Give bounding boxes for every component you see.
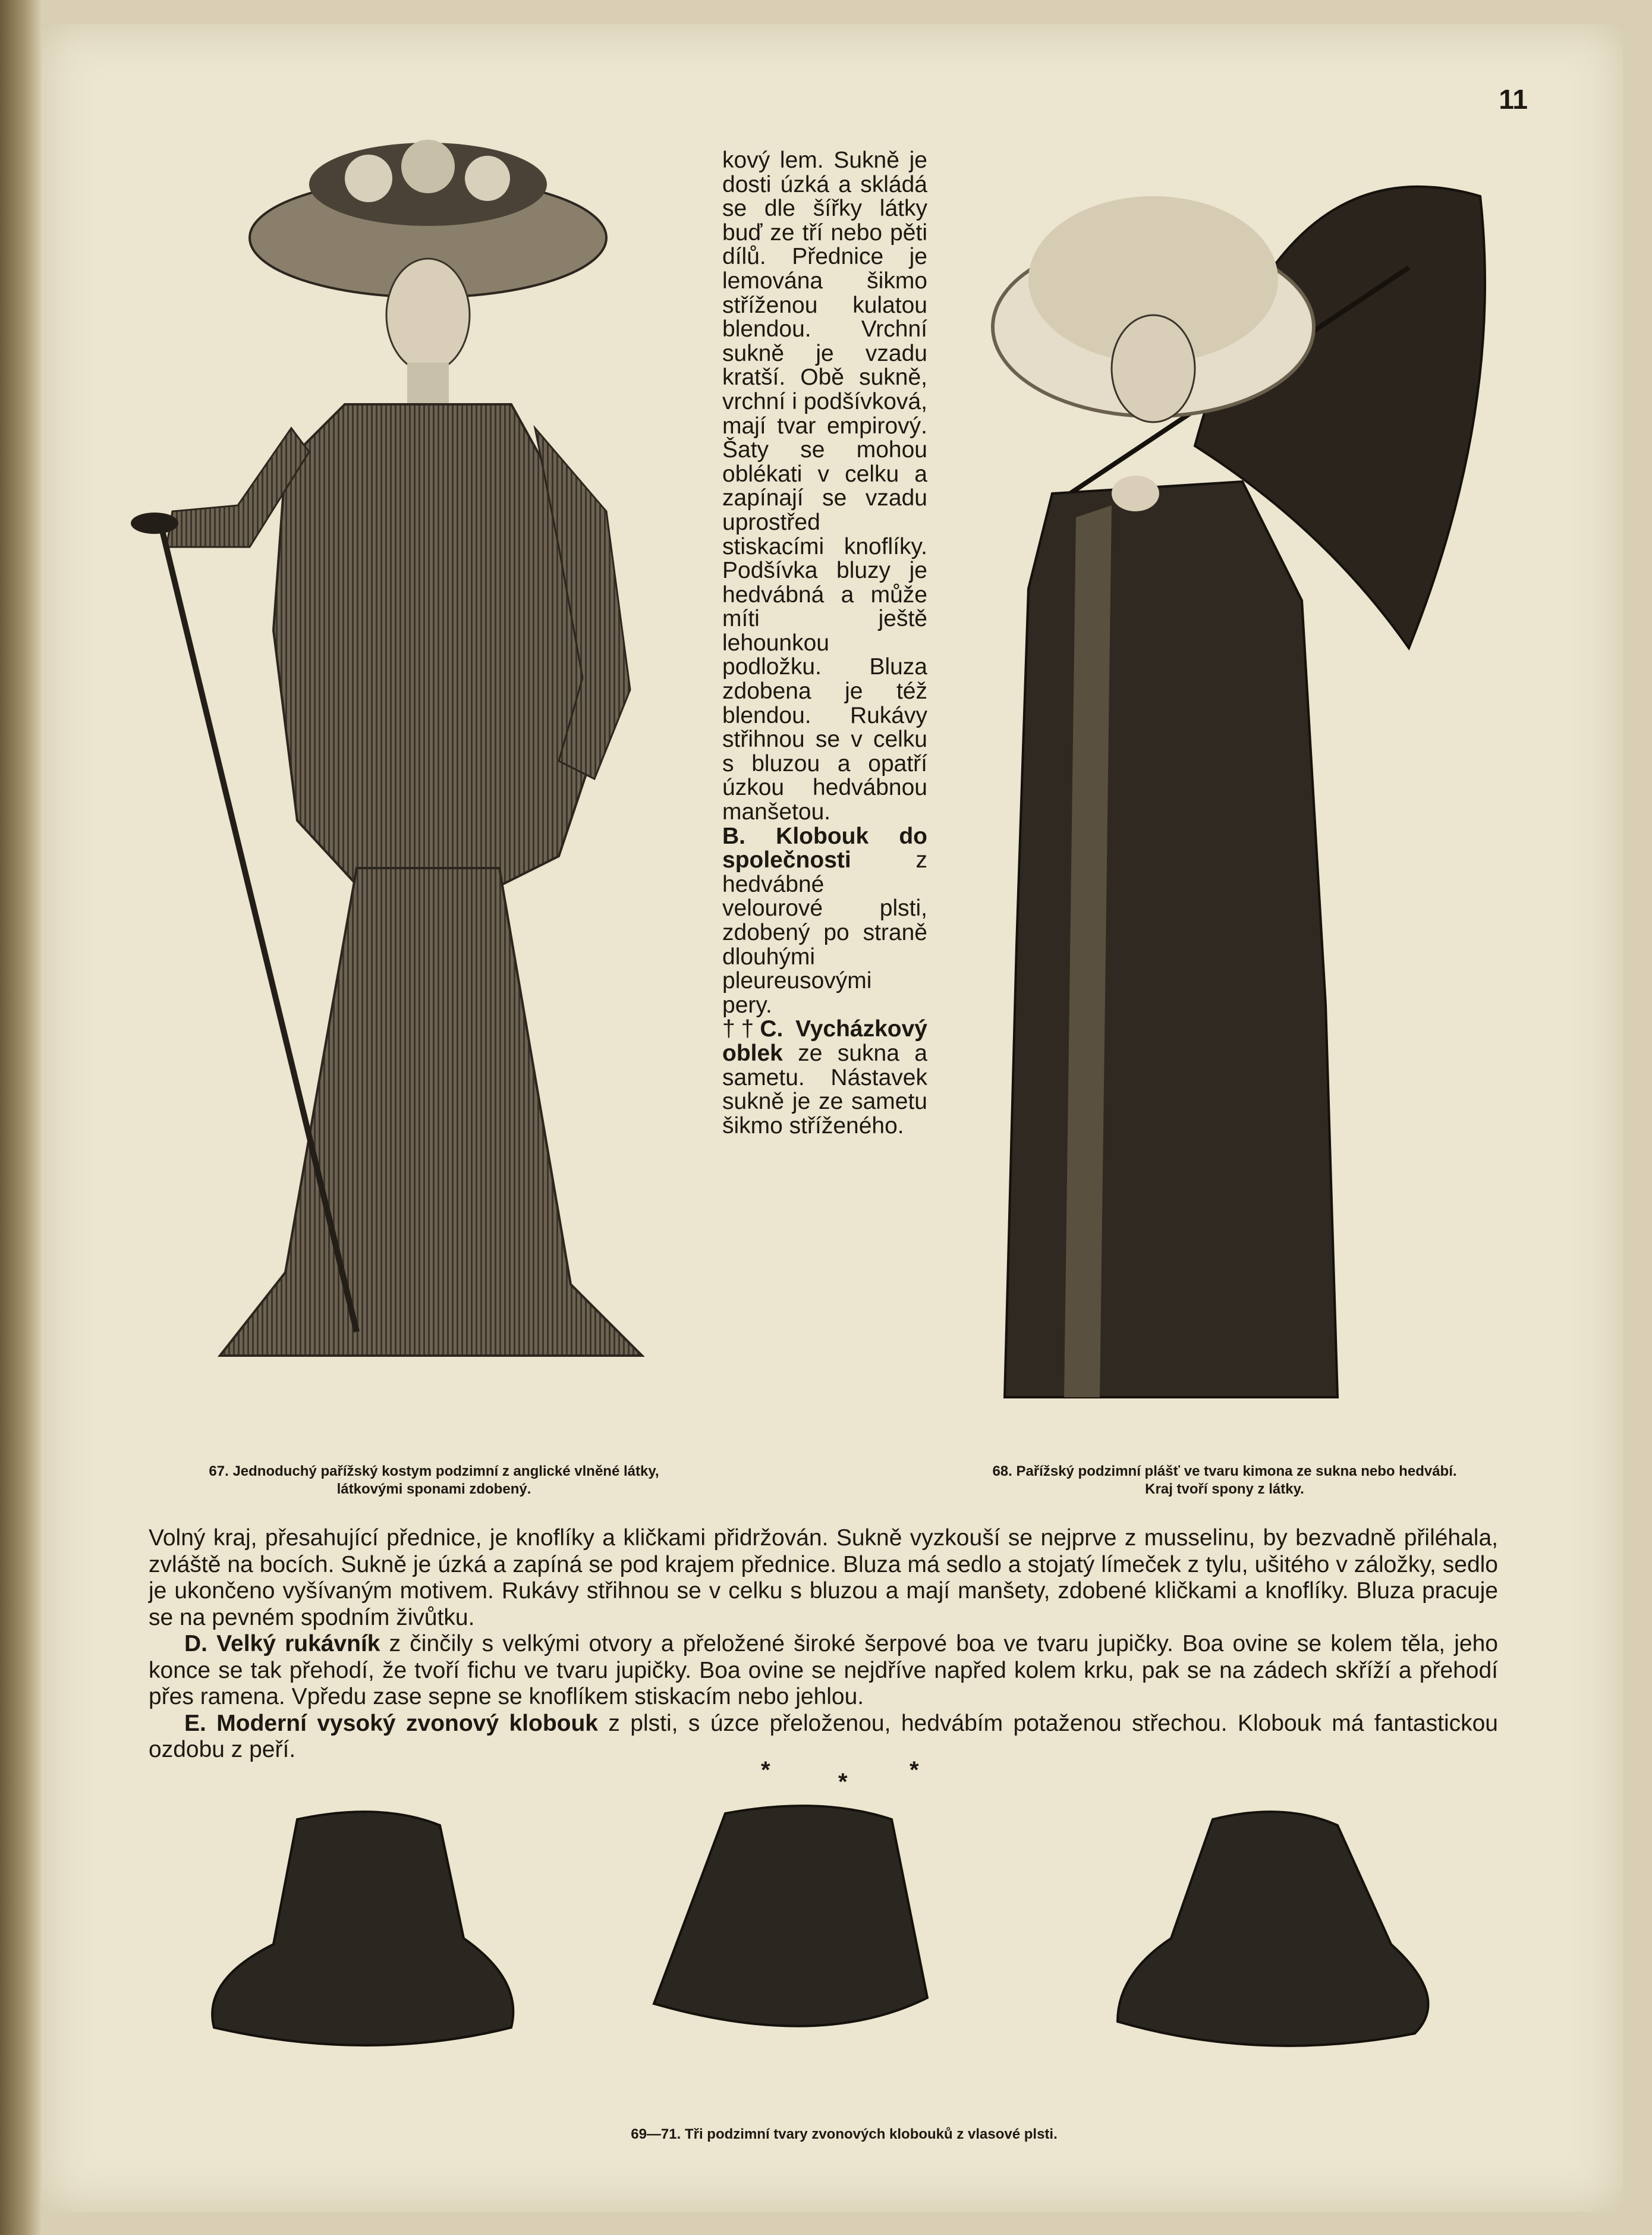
narrow-paragraph-c [722,1017,927,1138]
page-number: 11 [1499,84,1528,115]
separator-stars [737,1757,951,1793]
figure-67-illustration [119,95,725,1403]
body-text [149,1525,1498,1764]
figure-67-caption-line1: 67. Jednoduchý pařížský kostym podzimní z anglické vlněné látky, [209,1463,659,1479]
figure-69-71-caption [487,2126,1201,2143]
narrow-paragraph-c-text: ze sukna a sametu. Nástavek sukně je ze sametu šikmo stříženého. [722,1040,927,1139]
separator-star-2: * [838,1769,848,1795]
three-hats-image [190,1802,1486,2063]
narrow-paragraph-b-text: z hedvábné velourové plsti, zdobený po straně dlouhými pleureusovými pery. [722,847,927,1018]
figure-68-caption [939,1463,1510,1498]
narrow-paragraph-c-head: C. Vycházkový oblek [722,1016,927,1066]
figure-69-71-illustration [190,1802,1486,2063]
figure-69-71-caption-text: 69—71. Tři podzimní tvary zvonových klobouků z vlasové plsti. [631,2126,1058,2142]
body-paragraph-e-text: z plsti, s úzce přeloženou, hedvábím potaženou střechou. Klobouk má fantastickou ozdobu z peří. [149,1710,1498,1762]
narrow-paragraph-b [722,825,927,1018]
body-paragraph-e [149,1711,1498,1764]
body-paragraph-e-head: E. Moderní vysoký zvonový klobouk [184,1710,598,1736]
separator-star-3: * [910,1757,919,1783]
narrow-paragraph-b-head: B. Klobouk do společnosti [722,823,927,873]
hat-69 [212,1812,513,2045]
narrow-text-column [722,149,927,1138]
figure-68-caption-line2: Kraj tvoří spony z látky. [1145,1481,1304,1497]
narrow-paragraph-c-mark: †† [722,1016,760,1042]
figure-68-caption-line1: 68. Pařížský podzimní plášť ve tvaru kimona ze sukna nebo hedvábí. [992,1463,1457,1479]
figure-67-caption-line2: látkovými sponami zdobený. [336,1481,531,1497]
body-paragraph-d-text: z činčily s velkými otvory a přeložené široké šerpové boa ve tvaru jupičky. Boa ovine se kolem těla, jeho konce se tak přehodí, že tvoří fichu ve tvaru jupičky. Boa ovine se nejdříve napřed kolem krku, pak se na zádech skříží a přehodí přes ramena. Vpředu zase sepne se knoflíkem stiskacím nebo jehlou. [149,1631,1499,1709]
narrow-paragraph-a: kový lem. Sukně je dosti úzká a skládá se dle šířky látky buď ze tří nebo pěti dílů. Přednice je lemována šikmo stříženou kulatou blendou. Vrchní sukně je vzadu kratší. Obě sukně, vrchní i podšívková, mají tvar empirový. Šaty se mohou oblékati v celku a zapínají se vzadu uprostřed stiskacími knoflíky. Podšívka bluzy je hedvábná a může míti ještě lehounkou podložku. Bluza zdobena je též blendou. Rukávy střihnou se v celku s bluzou a opatří úzkou hedvábnou manšetou. [722,147,927,825]
hat-71 [1118,1812,1428,2046]
hat-70 [654,1806,927,2026]
woman-suit-image [119,95,725,1403]
body-paragraph-d [149,1631,1498,1711]
body-paragraph-1: Volný kraj, přesahující přednice, je knoflíky a kličkami přidržován. Sukně vyzkouší se nejprve z musselinu, by bezvadně přiléhala, zvláště na bocích. Sukně je úzká a zapíná se pod krajem přednice. Bluza má sedlo a stojatý límeček z tylu, ušitého v záložky, sedlo je ukončeno vyšívaným motivem. Rukávy střihnou se v celku s bluzou a mají manšety, zdobené kličkami a knoflíky. Bluza pracuje se na pevném spodním živůtku. [149,1525,1498,1630]
book-gutter [0,0,42,2235]
body-paragraph-d-head: D. Velký rukávník [184,1631,380,1656]
separator-star-1: * [761,1757,770,1783]
figure-68-illustration [945,113,1498,1421]
figure-67-caption [137,1463,731,1498]
woman-umbrella-image [945,113,1498,1421]
